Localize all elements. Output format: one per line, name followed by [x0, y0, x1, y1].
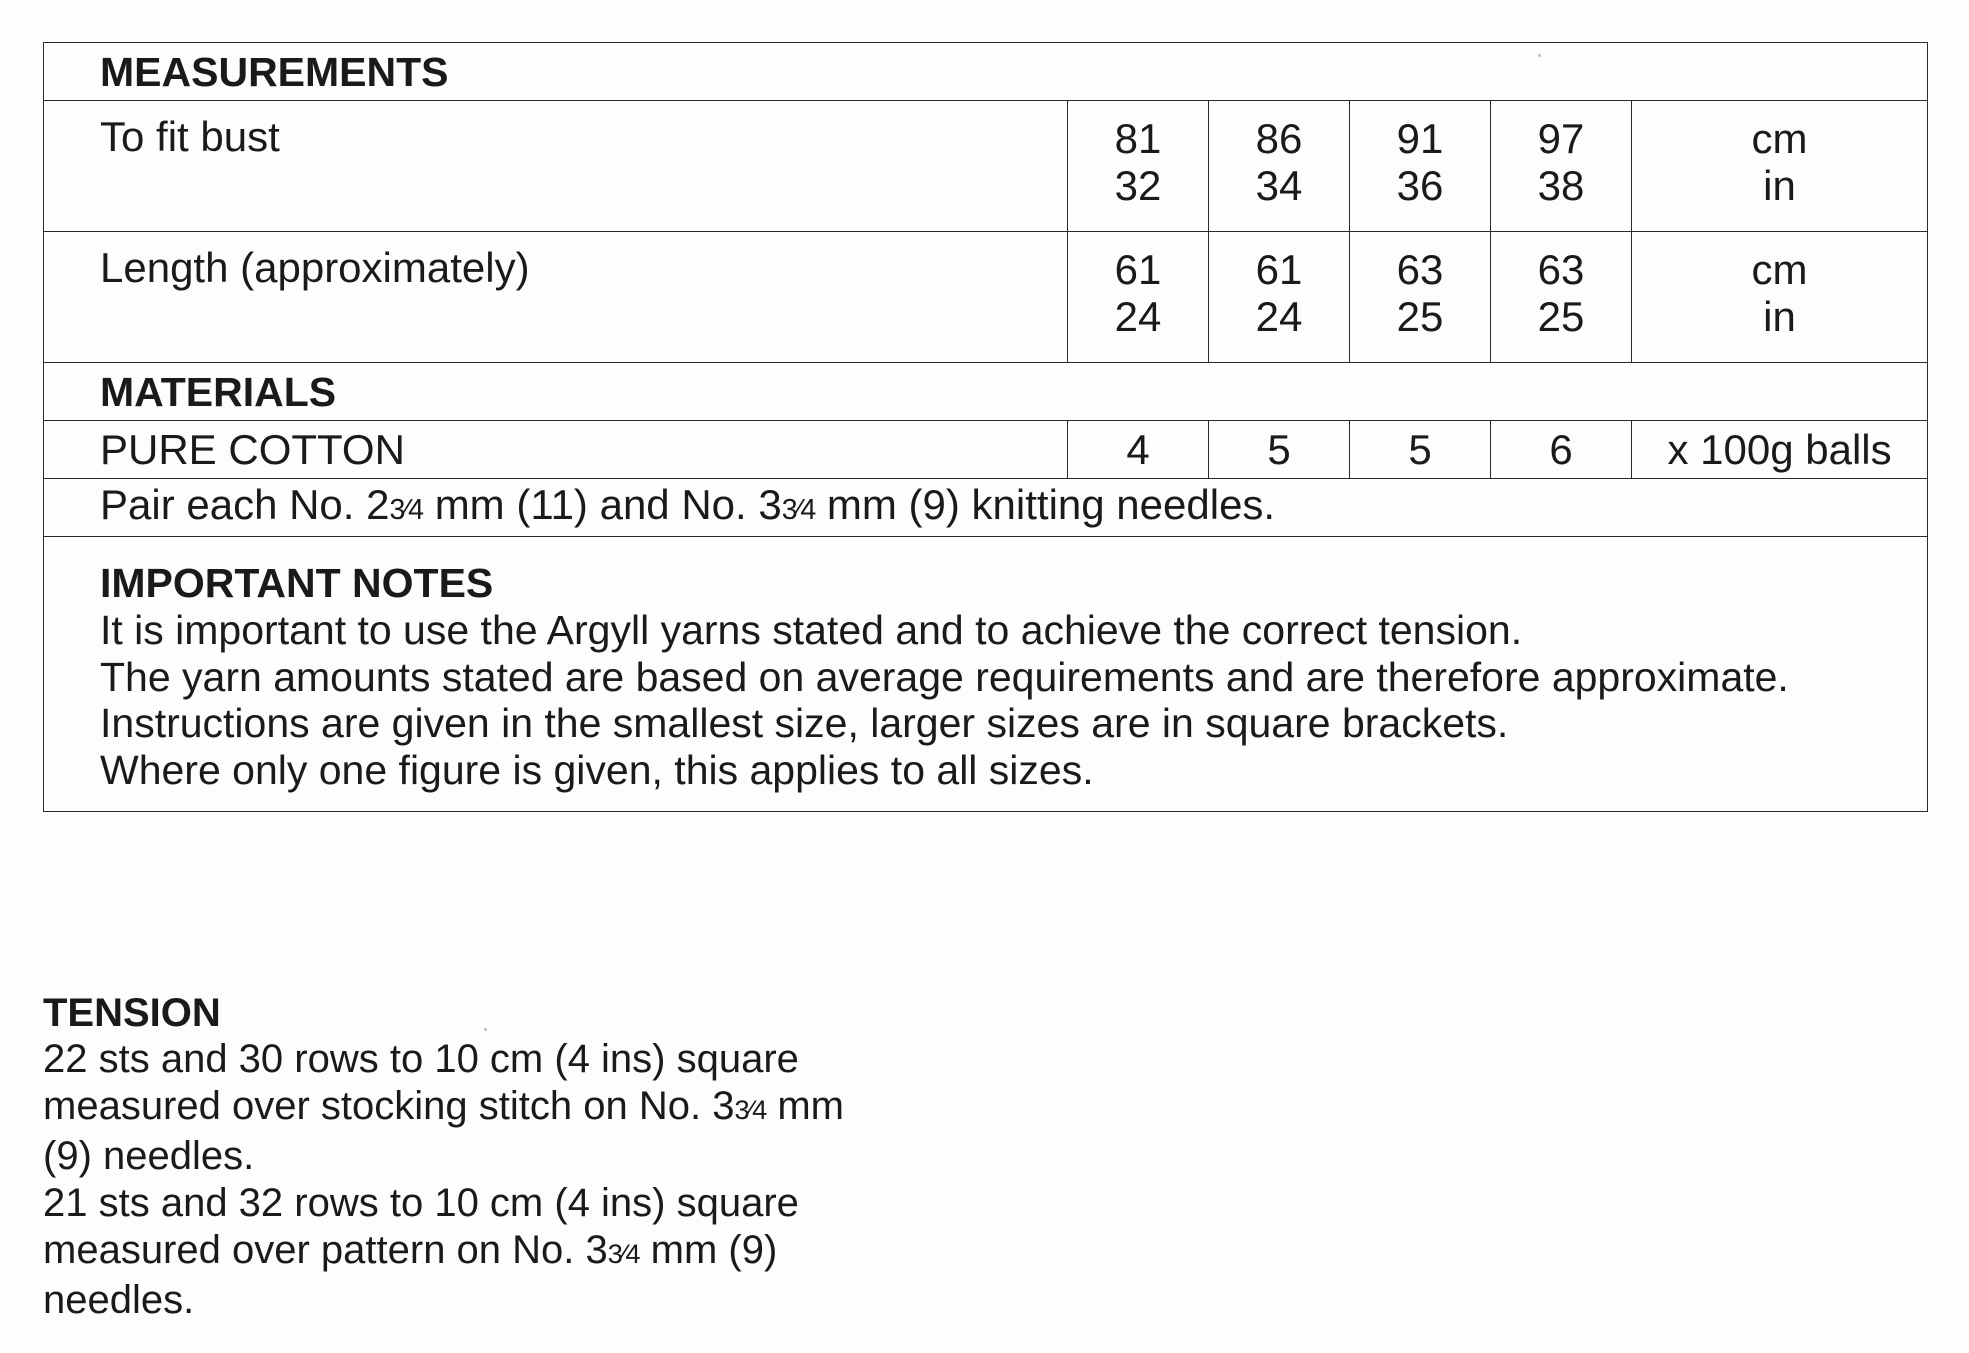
note-line-2: The yarn amounts stated are based on average requirements and are therefore approximate. [100, 653, 1789, 700]
scan-speck [1538, 54, 1541, 57]
tension-fraction-2: 3⁄4 [607, 1238, 640, 1269]
size-cell [1209, 232, 1350, 363]
yarn-row [44, 421, 1928, 479]
unit-cell [1632, 232, 1928, 363]
length-cm-4: 63 [1537, 246, 1585, 293]
needles-fraction-2: 3⁄4 [781, 494, 816, 526]
note-line-3: Instructions are given in the smallest size, larger sizes are in square brackets. [100, 700, 1509, 746]
note-line-4: Where only one figure is given, this applies to all sizes. [100, 746, 1094, 793]
size-cell [1491, 232, 1632, 363]
yarn-balls-1: 4 [1068, 421, 1209, 479]
important-notes [44, 537, 1928, 812]
tension-line-3: (9) needles. [43, 1134, 255, 1178]
length-in-1: 24 [1114, 293, 1162, 340]
length-in-4: 25 [1537, 293, 1585, 340]
length-cm-3: 63 [1396, 246, 1444, 293]
length-cm-2: 61 [1255, 246, 1303, 293]
length-row [44, 232, 1928, 363]
measurements-header-row [44, 43, 1928, 101]
length-label: Length (approximately) [44, 232, 1068, 363]
tension-line-5 [43, 1227, 923, 1277]
needles-row [44, 479, 1928, 537]
pattern-spec-table [43, 42, 1928, 812]
bust-in-4: 38 [1537, 162, 1585, 209]
needles-text [44, 479, 1928, 537]
size-cell [1350, 232, 1491, 363]
size-cell [1491, 101, 1632, 232]
bust-cm-2: 86 [1255, 115, 1303, 162]
tension-line-5-end: mm (9) [639, 1228, 778, 1272]
unit-in: in [1763, 162, 1796, 209]
size-cell [1068, 232, 1209, 363]
unit-cm: cm [1751, 115, 1808, 162]
yarn-unit: x 100g balls [1632, 421, 1928, 479]
size-cell [1209, 101, 1350, 232]
bust-row [44, 101, 1928, 232]
bust-in-2: 34 [1255, 162, 1303, 209]
bust-cm-1: 81 [1114, 115, 1162, 162]
bust-cm-4: 97 [1537, 115, 1585, 162]
length-in-2: 24 [1255, 293, 1303, 340]
tension-line-4: 21 sts and 32 rows to 10 cm (4 ins) square [43, 1181, 799, 1225]
needles-part-3: mm (9) knitting needles. [815, 481, 1276, 528]
tension-fraction-1: 3⁄4 [734, 1094, 767, 1125]
tension-line-5-text: measured over pattern on No. 3 [43, 1228, 608, 1272]
needles-fraction-1: 3⁄4 [389, 494, 424, 526]
bust-label: To fit bust [44, 101, 1068, 232]
materials-heading: MATERIALS [44, 363, 1928, 421]
tension-line-2 [43, 1083, 923, 1133]
tension-line-1: 22 sts and 30 rows to 10 cm (4 ins) square [43, 1037, 799, 1081]
bust-in-3: 36 [1396, 162, 1444, 209]
yarn-balls-2: 5 [1209, 421, 1350, 479]
notes-row [44, 537, 1928, 812]
tension-heading: TENSION [43, 991, 221, 1035]
yarn-balls-3: 5 [1350, 421, 1491, 479]
bust-cm-3: 91 [1396, 115, 1444, 162]
unit-cell [1632, 101, 1928, 232]
tension-line-2-text: measured over stocking stitch on No. 3 [43, 1084, 735, 1128]
length-in-3: 25 [1396, 293, 1444, 340]
unit-cm: cm [1751, 246, 1808, 293]
unit-in: in [1763, 293, 1796, 340]
needles-part-1: Pair each No. 2 [100, 481, 390, 528]
size-cell [1068, 101, 1209, 232]
materials-header-row [44, 363, 1928, 421]
yarn-label: PURE COTTON [44, 421, 1068, 479]
tension-line-2-end: mm [766, 1084, 844, 1128]
size-cell [1350, 101, 1491, 232]
yarn-balls-4: 6 [1491, 421, 1632, 479]
measurements-heading: MEASUREMENTS [44, 43, 1928, 101]
bust-in-1: 32 [1114, 162, 1162, 209]
needles-part-2: mm (11) and No. 3 [423, 481, 782, 528]
length-cm-1: 61 [1114, 246, 1162, 293]
tension-section [43, 990, 923, 1324]
tension-line-6: needles. [43, 1278, 195, 1322]
scan-speck [484, 1028, 487, 1031]
notes-heading: IMPORTANT NOTES [100, 560, 494, 606]
note-line-1: It is important to use the Argyll yarns stated and to achieve the correct tension. [100, 607, 1523, 653]
